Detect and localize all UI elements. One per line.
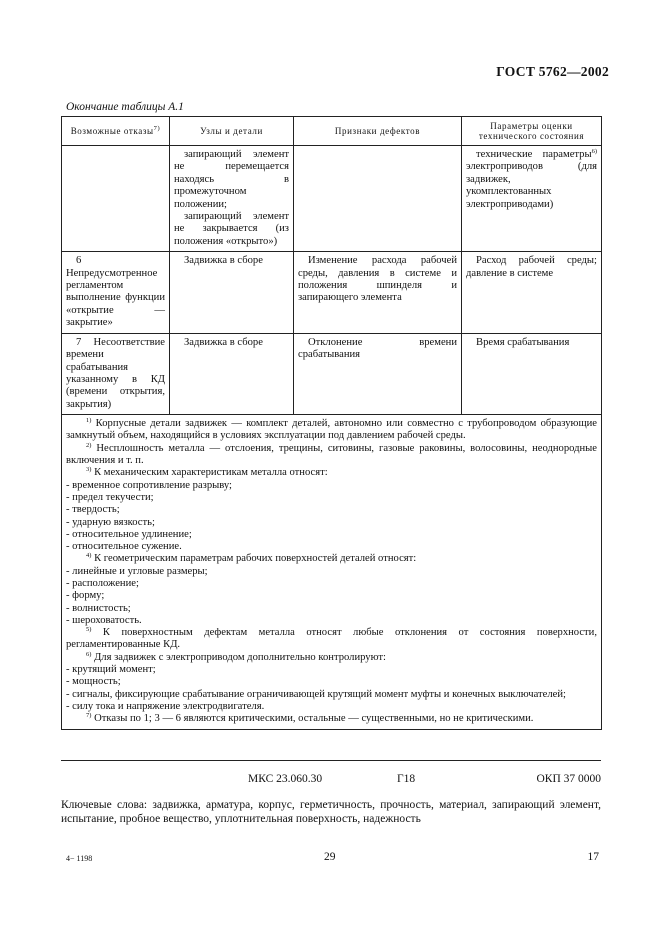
table-caption: Окончание таблицы А.1 <box>66 101 184 113</box>
note-3: $^{3)}$ К механическим характеристикам металла относят: <box>86 466 328 479</box>
cell-parts <box>170 146 294 252</box>
header-assessment-params: Параметры оценки технического состояния <box>462 117 602 146</box>
list-item: - временное сопротивление разрыву; <box>66 479 232 491</box>
list-item: - мощность; <box>66 676 121 688</box>
header-units-parts: Узлы и детали <box>170 117 294 146</box>
table-notes <box>62 415 602 729</box>
cell-params: технические параметры$^{6)}$ электроприводов (для задвижек, укомплектованных электроприводами) <box>462 146 602 252</box>
list-item: - силу тока и напряжение электродвигателя. <box>66 700 265 712</box>
page-number-center: 29 <box>324 851 336 863</box>
cell-parts: Задвижка в сборе <box>170 333 294 414</box>
page-number-right: 17 <box>587 851 599 863</box>
cell-params: Расход рабочей среды; давление в системе <box>462 252 602 333</box>
note-6: $^{6)}$ Для задвижек с электроприводом дополнительно контролируют: <box>86 650 386 663</box>
list-item: - форму; <box>66 590 105 602</box>
note-3-list <box>66 480 597 554</box>
cell-signs: Отклонение времени срабатывания <box>294 333 462 414</box>
list-item: - ударную вязкость; <box>66 516 155 528</box>
list-item: - крутящий момент; <box>66 664 156 676</box>
note-1: $^{1)}$ Корпусные детали задвижек — комплект деталей, автономно или совместно с трубопроводом образующие замкнутый объем, находящийся в условиях эксплуатации под давлением рабочей среды. <box>66 417 597 442</box>
table-row <box>62 333 602 414</box>
keywords: Ключевые слова: задвижка, арматура, корпус, герметичность, прочность, материал, запирающий элемент, испытание, пробное вещество, уплотнительная поверхность, надежность <box>61 799 601 825</box>
footer-divider <box>61 760 601 761</box>
list-item: - твердость; <box>66 504 120 516</box>
note-5: $^{5)}$ К поверхностным дефектам металла относят любые отклонения от состояния поверхности, регламентированные КД. <box>66 626 597 651</box>
list-item: - линейные и угловые размеры; <box>66 565 208 577</box>
cell-parts: Задвижка в сборе <box>170 252 294 333</box>
list-item: - волнистость; <box>66 602 131 614</box>
list-item: - относительное сужение. <box>66 541 182 553</box>
header-defect-signs: Признаки дефектов <box>294 117 462 146</box>
note-4: $^{4)}$ К геометрическим параметрам рабочих поверхностей деталей относят: <box>86 552 417 565</box>
notes-row <box>62 415 602 729</box>
cell-text: запирающий элемент не перемещается находясь в промежуточном положении; <box>174 149 289 210</box>
table-header-row <box>62 117 602 146</box>
list-item: - шероховатость. <box>66 614 142 626</box>
failures-table <box>61 116 602 730</box>
list-item: - сигналы, фиксирующие срабатывание ограничивающей крутящий момент муфты и конечных выключателей; <box>66 688 566 700</box>
note-4-list <box>66 566 597 627</box>
list-item: - расположение; <box>66 577 139 589</box>
cell-signs <box>294 146 462 252</box>
list-item: - относительное удлинение; <box>66 528 192 540</box>
okp-code: ОКП 37 0000 <box>536 773 601 785</box>
table-row <box>62 146 602 252</box>
list-item: - предел текучести; <box>66 491 154 503</box>
order-number: 4− 1198 <box>66 854 93 863</box>
note-2: $^{2)}$ Несплошность металла — отслоения, трещины, ситовины, газовые раковины, волосовины, неоднородные включения и т. п. <box>66 441 597 467</box>
group-code: Г18 <box>397 773 416 785</box>
cell-params: Время срабатывания <box>462 333 602 414</box>
cell-signs: Изменение расхода рабочей среды, давления в системе и положения шпинделя и запирающего элемента <box>294 252 462 333</box>
cell-failure: 7 Несоответствие времени срабатывания указанному в КД (времени открытия, закрытия) <box>62 333 170 414</box>
cell-failure: 6 Непредусмотренное регламентом выполнение функции «открытие — закрытие» <box>62 252 170 333</box>
note-6-list <box>66 664 597 713</box>
mks-code: МКС 23.060.30 <box>248 773 323 785</box>
cell-failure <box>62 146 170 252</box>
cell-text: запирающий элемент не закрывается (из положения «открыто») <box>174 211 289 247</box>
standard-code: ГОСТ 5762—2002 <box>496 64 609 79</box>
table-row <box>62 252 602 333</box>
note-7: $^{7)}$ Отказы по 1; 3 — 6 являются критическими, остальные — существенными, но не критическими. <box>86 712 534 725</box>
header-possible-failures: Возможные отказы$^{7)}$ <box>62 117 170 146</box>
